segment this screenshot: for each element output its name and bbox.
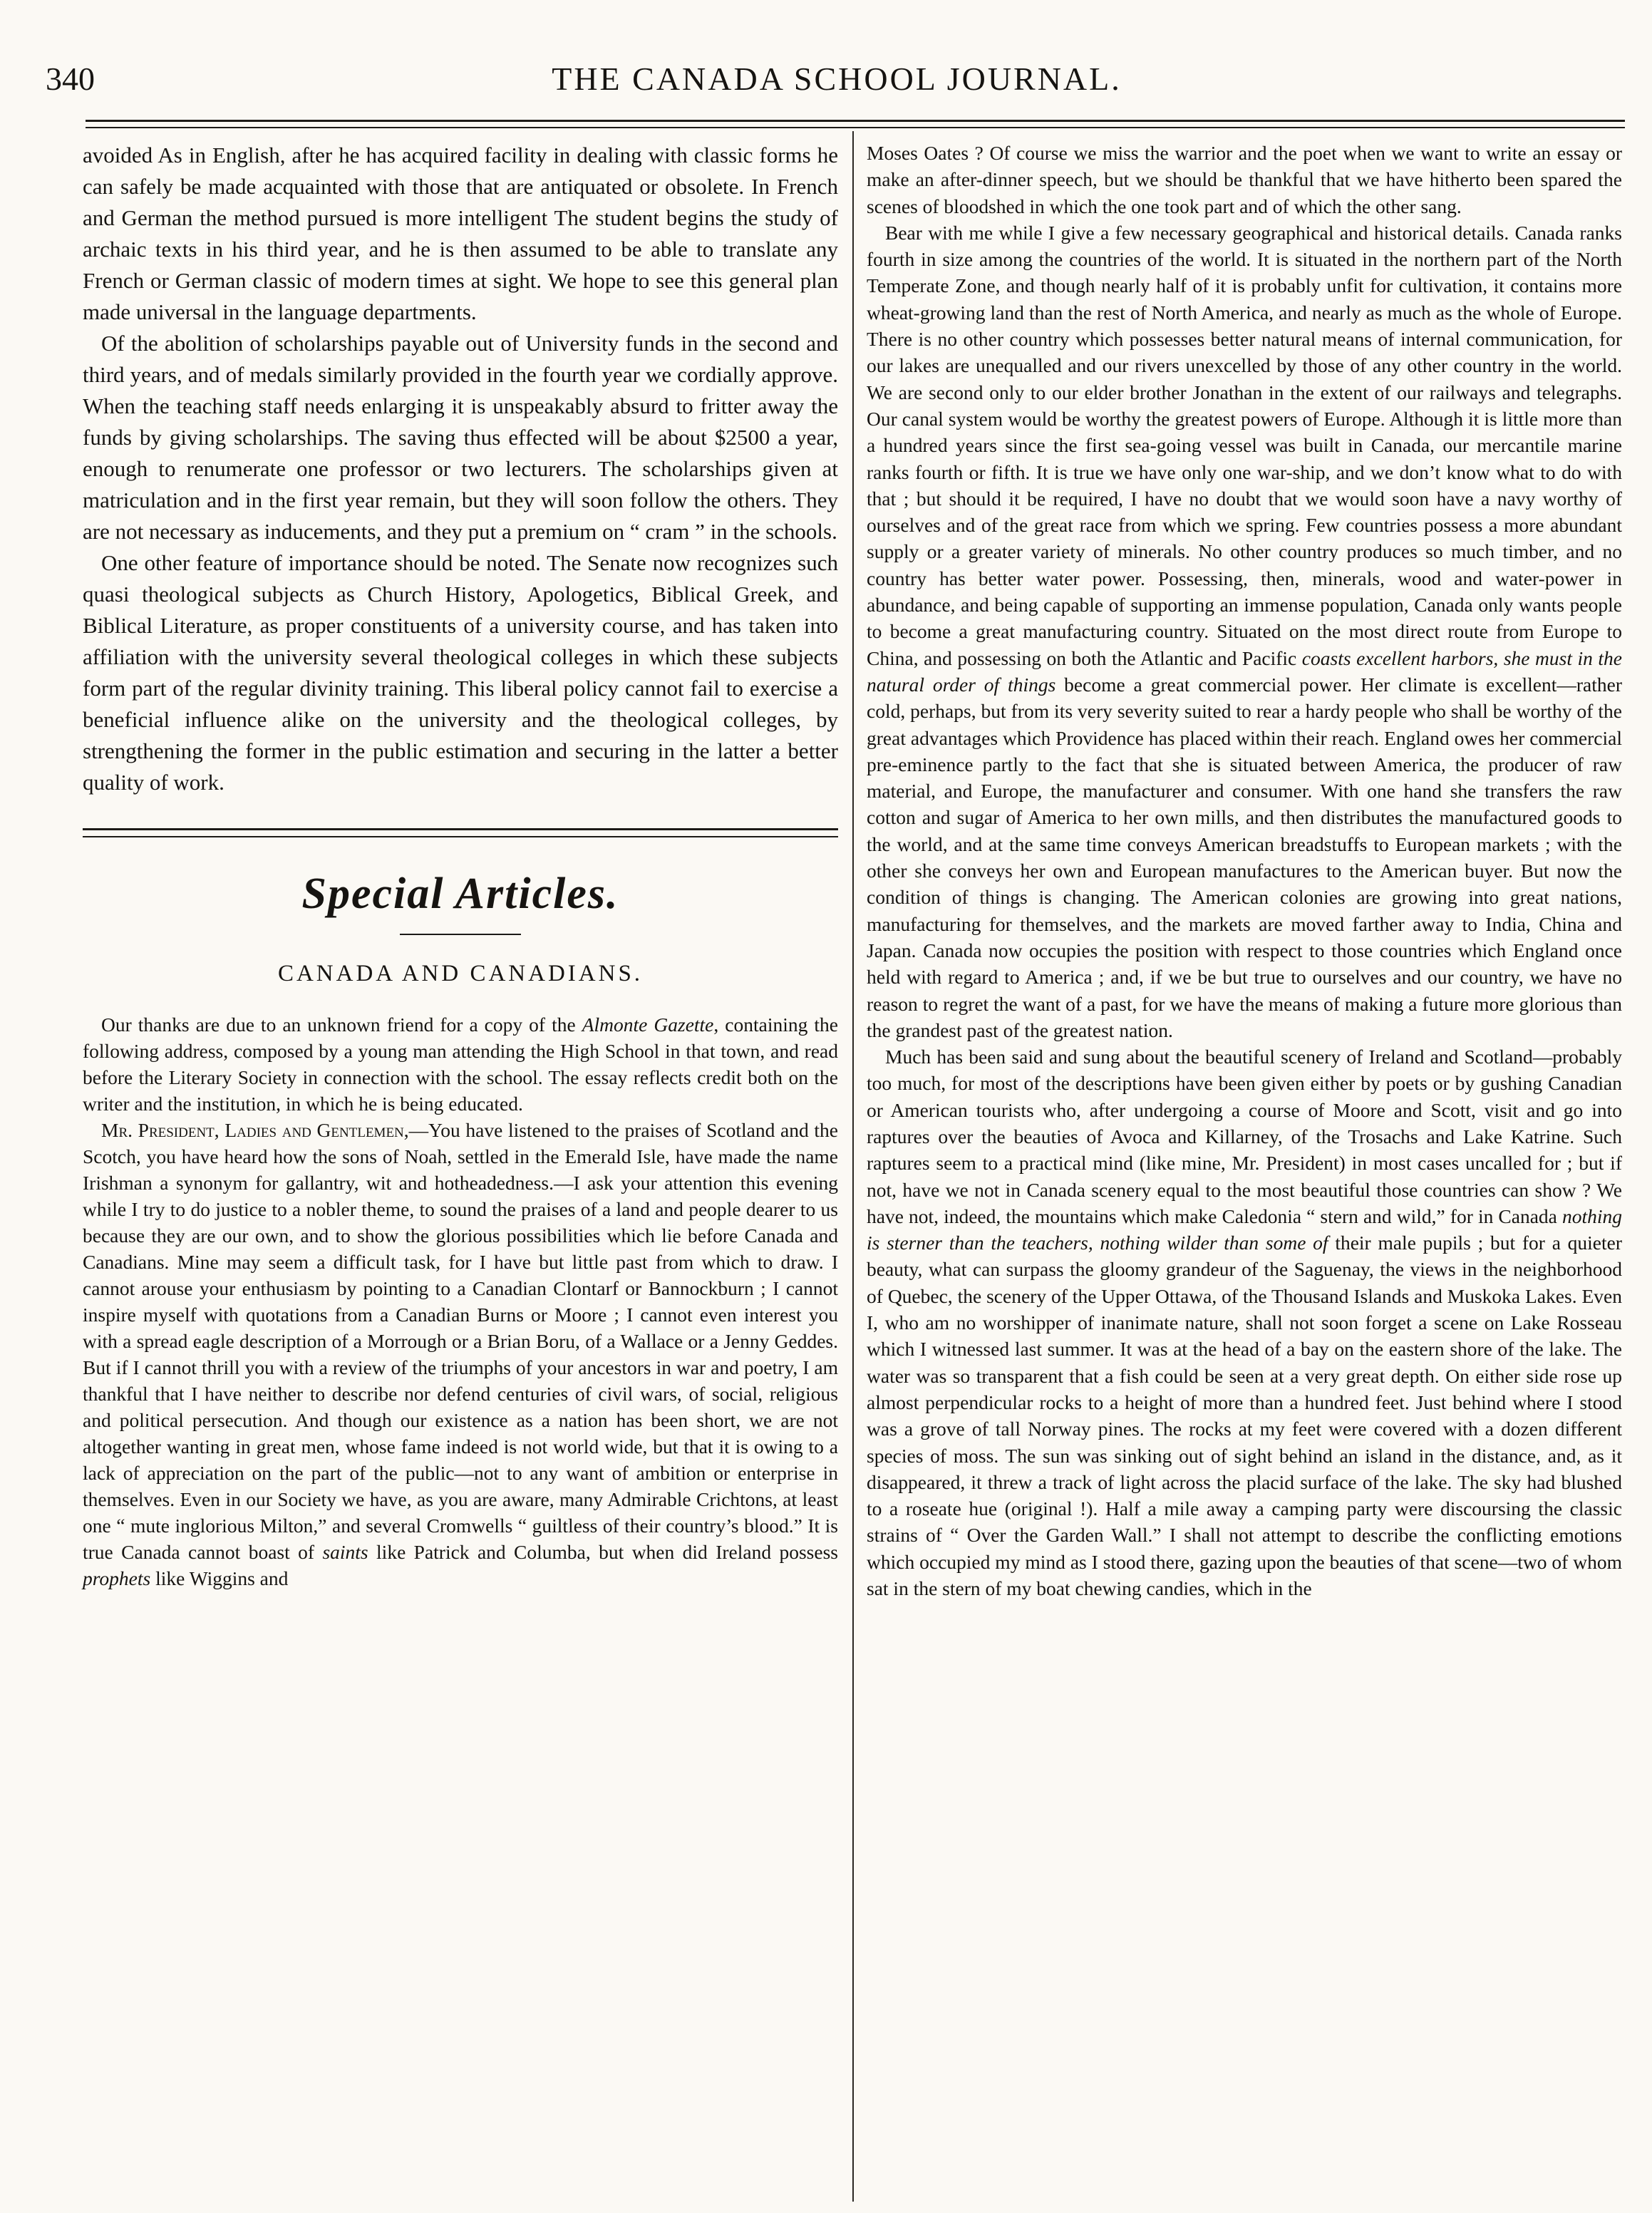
page-header xyxy=(46,60,1628,103)
salutation: Mr. President, Ladies and Gentlemen, xyxy=(101,1119,409,1141)
section-heading-underline xyxy=(400,934,521,935)
section-heading: Special Articles. xyxy=(301,870,619,918)
article-title: CANADA AND CANADIANS. xyxy=(277,961,644,986)
address-opening: Mr. President, Ladies and Gentlemen,—You have listened to the praises of Scotland and the Scotch, you have heard how the sons of Noah, settled in the Emerald Isle, have made the name Irishman a synonym for gallantry, wit and hotheadedness.—I ask your attention this evening while I try to do justice to a nobler theme, to sound the praises of a land and people dearer to us because they are our own, and to show the glorious possibilities which lie before Canada and Canadians. Mine may seem a difficult task, for I have but little past from which to draw. I cannot arouse your enthusiasm by pointing to a Canadian Clontarf or Bannockburn ; I cannot inspire myself with quotations from a Canadian Burns or Moore ; I cannot even interest you with a spread eagle description of a Morrough or a Brian Boru, of a Wallace or a Jenny Geddes. But if I cannot thrill you with a review of the triumphs of your ancestors in war and poetry, I am thankful that I have neither to describe nor defend centuries of civil wars, of social, religious and political persecution. And though our existence as a nation has been short, we are not altogether wanting in great men, whose fame indeed is not world wide, but that it is owing to a lack of appreciation on the part of the public—not to any want of ambition or enterprise in themselves. Even in our Society we have, as you are aware, many Admirable Crichtons, at least one “ mute inglorious Milton,” and several Cromwells “ guiltless of their country’s blood.” It is true Canada cannot boast of saints like Patrick and Columba, but when did Ireland possess prophets like Wiggins and xyxy=(83,1119,838,1589)
journal-title: THE CANADA SCHOOL JOURNAL. xyxy=(552,61,1122,97)
column-divider xyxy=(852,131,854,2202)
paragraph-theological-subjects: One other feature of importance should be noted. The Senate now recognizes such quasi theological subjects as Church History, Apologetics, Biblical Greek, and Biblical Literature, as proper constituents of a university course, and has taken into affiliation with the university several theological colleges in which these subjects form part of the regular divinity training. This liberal policy cannot fail to exercise a beneficial influence alike on the university and the theological colleges, by strengthening the former in the public estimation and securing in the latter a better quality of work. xyxy=(83,550,838,795)
section-rule xyxy=(83,828,838,830)
paragraph-language-study: avoided As in English, after he has acquired facility in dealing with classic forms he can safely be made acquainted with those that are antiquated or obsolete. In French and German the method pursued is more intelligent The student begins the study of archaic texts in his third year, and he is then assumed to be able to translate any French or German classic of modern times at sight. We hope to see this general plan made universal in the language departments. xyxy=(83,143,838,324)
article-body-left xyxy=(83,1011,838,1592)
paragraph-scholarships: Of the abolition of scholarships payable out of University funds in the second and third years, and of medals similarly provided in the fourth year we cordially approve. When the teaching staff needs enlarging it is unspeakably absurd to fritter away the funds by giving scholarships. The saving thus effected will be about $2500 a year, enough to renumerate one professor or two lecturers. The scholarships given at matriculation and in the first year remain, but they will soon follow the others. They are not necessary as inducements, and they put a premium on “ cram ” in the schools. xyxy=(83,331,838,544)
section-rule-thin xyxy=(83,836,838,837)
page-number: 340 xyxy=(46,61,95,97)
paragraph-geography: Bear with me while I give a few necessary geographical and historical details. Canada ranks fourth in size among the countries of the world. It is situated in the northern part of the North Temperate Zone, and though nearly half of it is probably unfit for cultivation, it contains more wheat-growing land than the rest of North America, and nearly as much as the whole of Europe. There is no other country which possesses better natural means of internal communication, for our lakes are unequalled and our rivers unexcelled by those of any other country in the world. We are second only to our elder brother Jonathan in the extent of our railways and telegraphs. Our canal system would be worthy the greatest powers of Europe. Although it is little more than a hundred years since the first sea-going vessel was built in Canada, our mercantile marine ranks fourth or fifth. It is true we have only one war-ship, and we don’t know what to do with that ; but should it be required, I have no doubt that we would soon have a navy worthy of ourselves and of the great race from which we spring. Few countries possess a more abundant supply or a greater variety of minerals. No other country produces so much timber, and no country has better water power. Possessing, then, minerals, wood and water-power in abundance, and being capable of supporting an immense population, Canada only wants people to become a great manufacturing country. Situated on the most direct route from Europe to China, and possessing on both the Atlantic and Pacific coasts excellent harbors, she must in the natural order of things become a great commercial power. Her climate is excellent—rather cold, perhaps, but from its very severity suited to rear a hardy people who shall be worthy of the great advantages which Providence has placed within their reach. England owes her commercial pre-eminence partly to the fact that she is situated between America, the producer of raw material, and Europe, the manufacturer and consumer. With one hand she transfers the raw cotton and sugar of America to her own mills, and then distributes the manufactured goods to the world, and at the same time conveys American breadstuffs to European markets ; with the other she conveys her own and European manufactures to the American buyer. But now the condition of things is changing. The American colonies are growing into great nations, manufacturing for themselves, and the markets are moved farther away to India, China and Japan. Canada now occupies the position with respect to those countries which England once held with regard to America ; and, if we be but true to ourselves and our country, we have no reason to regret the want of a past, for we have the means of making a future more glorious than the grandest past of the greatest nation. xyxy=(867,221,1622,1041)
newspaper-name: Almonte Gazette xyxy=(582,1013,714,1036)
paragraph-continuation: Moses Oates ? Of course we miss the warrior and the poet when we want to write an essay or make an after-dinner speech, but we should be thankful that we have hitherto been spared the scenes of bloodshed in which the one took part and of which the other sang. xyxy=(867,142,1622,217)
header-rule xyxy=(86,120,1625,122)
header-rule-thin xyxy=(86,127,1625,128)
article-intro: Our thanks are due to an unknown friend for a copy of the Almonte Gazette, containing the following address, composed by a young man attending the High School in that town, and read before the Literary Society in connection with the school. The essay reflects credit both on the writer and the institution, in which he is being educated. xyxy=(83,1013,838,1115)
right-column xyxy=(867,140,1622,1601)
left-column xyxy=(83,140,838,1592)
paragraph-scenery: Much has been said and sung about the beautiful scenery of Ireland and Scotland—probably too much, for most of the descriptions have been given either by poets or by gushing Canadian or American tourists who, after undergoing a course of Moore and Scott, visit and go into raptures over the beauties of Avoca and Killarney, of the Trosachs and Lake Katrine. Such raptures seem to a practical mind (like mine, Mr. President) in most cases uncalled for ; but if not, have we not in Canada scenery equal to the most beautiful those countries can show ? We have not, indeed, the mountains which make Caledonia “ stern and wild,” for in Canada nothing is sterner than the teachers, nothing wilder than some of their male pupils ; but for a quieter beauty, what can surpass the gloomy grandeur of the Saguenay, the views in the neighborhood of Quebec, the scenery of the Upper Ottawa, of the Thousand Islands and Muskoka Lakes. Even I, who am no worshipper of inanimate nature, shall not soon forget a scene on Lake Rosseau which I witnessed last summer. It was at the head of a bay on the eastern shore of the lake. The water was so transparent that a fish could be seen at a very great depth. On either side rose up almost perpendicular rocks to a height of more than a hundred feet. Just behind where I stood was a grove of tall Norway pines. The rocks at my feet were covered with a dozen different species of moss. The sun was sinking out of sight behind an island in the distance, and, as it disappeared, it threw a track of light across the placid surface of the lake. The sky had blushed to a roseate hue (original !). Half a mile away a camping party were discoursing the classic strains of “ Over the Garden Wall.” I shall not attempt to describe the conflicting emotions which occupied my mind as I stood there, gazing upon the beauties of that scene—two of whom sat in the stern of my boat chewing candies, which in the xyxy=(867,1046,1622,1600)
